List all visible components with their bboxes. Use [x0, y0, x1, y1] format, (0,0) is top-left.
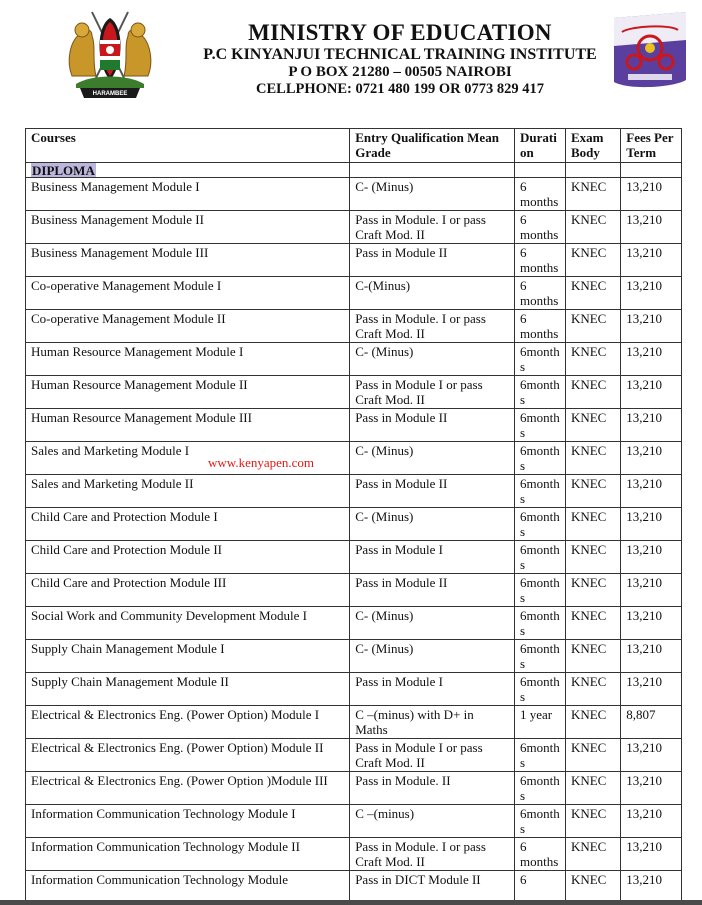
table-row: [26, 805, 682, 838]
table-row: [26, 508, 682, 541]
cell-exam-body: KNEC: [565, 343, 620, 376]
cell-fees: 13,210: [621, 805, 682, 838]
cell-course: Electrical & Electronics Eng. (Power Option) Module I: [26, 706, 350, 739]
courses-table: [25, 128, 682, 904]
cell-duration: 6month s: [515, 739, 566, 772]
cell-duration: 6month s: [515, 376, 566, 409]
cell-exam-body: KNEC: [565, 871, 620, 904]
table-row: [26, 178, 682, 211]
cell-course: Co-operative Management Module II: [26, 310, 350, 343]
cell-course: Business Management Module III: [26, 244, 350, 277]
cell-course: Information Communication Technology Module II: [26, 838, 350, 871]
header-duration: Durati on: [515, 129, 566, 163]
header-entry-qualification: Entry Qualification Mean Grade: [350, 129, 515, 163]
bottom-edge-bar: [0, 900, 702, 905]
cell-course: Sales and Marketing Module II: [26, 475, 350, 508]
cell-fees: 8,807: [621, 706, 682, 739]
postal-address: P O BOX 21280 – 00505 NAIROBI: [288, 64, 512, 80]
cell-duration: 6month s: [515, 508, 566, 541]
cell-fees: 13,210: [621, 673, 682, 706]
cell-exam-body: KNEC: [565, 640, 620, 673]
cell-exam-body: KNEC: [565, 442, 620, 475]
cell-duration: 6month s: [515, 574, 566, 607]
table-row: [26, 343, 682, 376]
institute-name: P.C KINYANJUI TECHNICAL TRAINING INSTITUTE: [203, 46, 597, 63]
table-row: [26, 838, 682, 871]
cell-fees: 13,210: [621, 739, 682, 772]
cell-exam-body: KNEC: [565, 475, 620, 508]
cell-fees: 13,210: [621, 343, 682, 376]
section-row: [26, 163, 682, 178]
crest-motto: HARAMBEE: [92, 91, 128, 97]
institute-logo-icon: [612, 10, 688, 92]
table-row: [26, 475, 682, 508]
table-row: [26, 574, 682, 607]
cell-exam-body: KNEC: [565, 409, 620, 442]
cell-entry-qualification: Pass in DICT Module II: [350, 871, 515, 904]
table-row: [26, 277, 682, 310]
cell-duration: 6month s: [515, 640, 566, 673]
cell-entry-qualification: C- (Minus): [350, 607, 515, 640]
table-row: [26, 376, 682, 409]
cell-fees: 13,210: [621, 310, 682, 343]
cell-exam-body: KNEC: [565, 607, 620, 640]
cell-course: Information Communication Technology Module I: [26, 805, 350, 838]
table-header-row: [26, 129, 682, 163]
cell-duration: 6month s: [515, 607, 566, 640]
cell-course: Human Resource Management Module I: [26, 343, 350, 376]
cell-entry-qualification: C –(minus) with D+ in Maths: [350, 706, 515, 739]
table-row: [26, 409, 682, 442]
watermark-text: www.kenyapen.com: [208, 455, 315, 470]
cell-entry-qualification: C- (Minus): [350, 508, 515, 541]
cell-duration: 6 months: [515, 178, 566, 211]
letterhead: [0, 0, 702, 110]
table-row: [26, 607, 682, 640]
table-row: [26, 310, 682, 343]
cell-exam-body: KNEC: [565, 376, 620, 409]
cell-course: Sales and Marketing Module I: [26, 442, 350, 475]
cell-exam-body: KNEC: [565, 508, 620, 541]
cell-entry-qualification: Pass in Module II: [350, 475, 515, 508]
cell-entry-qualification: Pass in Module I or pass Craft Mod. II: [350, 376, 515, 409]
table-row: [26, 871, 682, 904]
cell-course: Supply Chain Management Module I: [26, 640, 350, 673]
cell-course: Human Resource Management Module III: [26, 409, 350, 442]
cell-course: Information Communication Technology Module: [26, 871, 350, 904]
coat-of-arms-icon: [62, 6, 158, 102]
cell-entry-qualification: Pass in Module I: [350, 541, 515, 574]
cell-fees: 13,210: [621, 574, 682, 607]
cell-exam-body: KNEC: [565, 673, 620, 706]
cell-exam-body: KNEC: [565, 178, 620, 211]
cell-exam-body: KNEC: [565, 541, 620, 574]
ministry-title: MINISTRY OF EDUCATION: [248, 20, 552, 45]
cell-fees: 13,210: [621, 475, 682, 508]
cell-exam-body: KNEC: [565, 838, 620, 871]
cell-duration: 6 months: [515, 277, 566, 310]
cell-course: Child Care and Protection Module III: [26, 574, 350, 607]
cell-duration: 6 months: [515, 310, 566, 343]
cell-entry-qualification: Pass in Module. I or pass Craft Mod. II: [350, 838, 515, 871]
cell-course: Electrical & Electronics Eng. (Power Option) Module II: [26, 739, 350, 772]
table-row: [26, 673, 682, 706]
cell-duration: 6month s: [515, 541, 566, 574]
cell-exam-body: KNEC: [565, 706, 620, 739]
cell-course: Co-operative Management Module I: [26, 277, 350, 310]
cell-duration: 6month s: [515, 343, 566, 376]
cell-exam-body: KNEC: [565, 244, 620, 277]
cell-duration: 6 months: [515, 244, 566, 277]
header-fees-per-term: Fees Per Term: [621, 129, 682, 163]
cell-duration: 6month s: [515, 673, 566, 706]
cell-duration: 6month s: [515, 409, 566, 442]
cell-fees: 13,210: [621, 442, 682, 475]
table-row: [26, 211, 682, 244]
cell-fees: 13,210: [621, 178, 682, 211]
cell-duration: 1 year: [515, 706, 566, 739]
cell-duration: 6 months: [515, 211, 566, 244]
cell-fees: 13,210: [621, 277, 682, 310]
cell-fees: 13,210: [621, 640, 682, 673]
table-row: [26, 244, 682, 277]
cell-exam-body: KNEC: [565, 739, 620, 772]
cell-exam-body: KNEC: [565, 574, 620, 607]
cell-duration: 6: [515, 871, 566, 904]
header-courses: Courses: [26, 129, 350, 163]
cell-entry-qualification: C- (Minus): [350, 343, 515, 376]
cell-fees: 13,210: [621, 871, 682, 904]
cell-entry-qualification: C –(minus): [350, 805, 515, 838]
cell-fees: 13,210: [621, 838, 682, 871]
cell-fees: 13,210: [621, 508, 682, 541]
table-row: [26, 706, 682, 739]
table-row: [26, 739, 682, 772]
cell-course: Child Care and Protection Module I: [26, 508, 350, 541]
cell-exam-body: KNEC: [565, 805, 620, 838]
table-row: [26, 640, 682, 673]
cell-fees: 13,210: [621, 244, 682, 277]
cell-fees: 13,210: [621, 772, 682, 805]
cell-exam-body: KNEC: [565, 277, 620, 310]
cell-entry-qualification: Pass in Module. II: [350, 772, 515, 805]
phone-numbers: CELLPHONE: 0721 480 199 OR 0773 829 417: [256, 81, 544, 97]
cell-entry-qualification: Pass in Module II: [350, 574, 515, 607]
cell-fees: 13,210: [621, 409, 682, 442]
cell-fees: 13,210: [621, 607, 682, 640]
cell-entry-qualification: Pass in Module II: [350, 244, 515, 277]
cell-course: Supply Chain Management Module II: [26, 673, 350, 706]
cell-entry-qualification: Pass in Module I: [350, 673, 515, 706]
cell-course: Business Management Module I: [26, 178, 350, 211]
cell-duration: 6month s: [515, 772, 566, 805]
cell-duration: 6month s: [515, 475, 566, 508]
cell-entry-qualification: C-(Minus): [350, 277, 515, 310]
cell-duration: 6month s: [515, 805, 566, 838]
cell-duration: 6month s: [515, 442, 566, 475]
cell-entry-qualification: Pass in Module II: [350, 409, 515, 442]
cell-course: Child Care and Protection Module II: [26, 541, 350, 574]
cell-exam-body: KNEC: [565, 310, 620, 343]
table-row: [26, 442, 682, 475]
cell-entry-qualification: Pass in Module. I or pass Craft Mod. II: [350, 211, 515, 244]
cell-exam-body: KNEC: [565, 772, 620, 805]
cell-course: Business Management Module II: [26, 211, 350, 244]
cell-duration: 6 months: [515, 838, 566, 871]
cell-fees: 13,210: [621, 376, 682, 409]
cell-course: Human Resource Management Module II: [26, 376, 350, 409]
table-row: [26, 772, 682, 805]
cell-entry-qualification: C- (Minus): [350, 442, 515, 475]
cell-fees: 13,210: [621, 211, 682, 244]
section-label-diploma: DIPLOMA: [32, 163, 95, 178]
cell-fees: 13,210: [621, 541, 682, 574]
cell-entry-qualification: C- (Minus): [350, 178, 515, 211]
table-row: [26, 541, 682, 574]
cell-exam-body: KNEC: [565, 211, 620, 244]
header-exam-body: Exam Body: [565, 129, 620, 163]
cell-course: Electrical & Electronics Eng. (Power Option )Module III: [26, 772, 350, 805]
cell-entry-qualification: Pass in Module I or pass Craft Mod. II: [350, 739, 515, 772]
cell-course: Social Work and Community Development Module I: [26, 607, 350, 640]
cell-entry-qualification: C- (Minus): [350, 640, 515, 673]
cell-entry-qualification: Pass in Module. I or pass Craft Mod. II: [350, 310, 515, 343]
